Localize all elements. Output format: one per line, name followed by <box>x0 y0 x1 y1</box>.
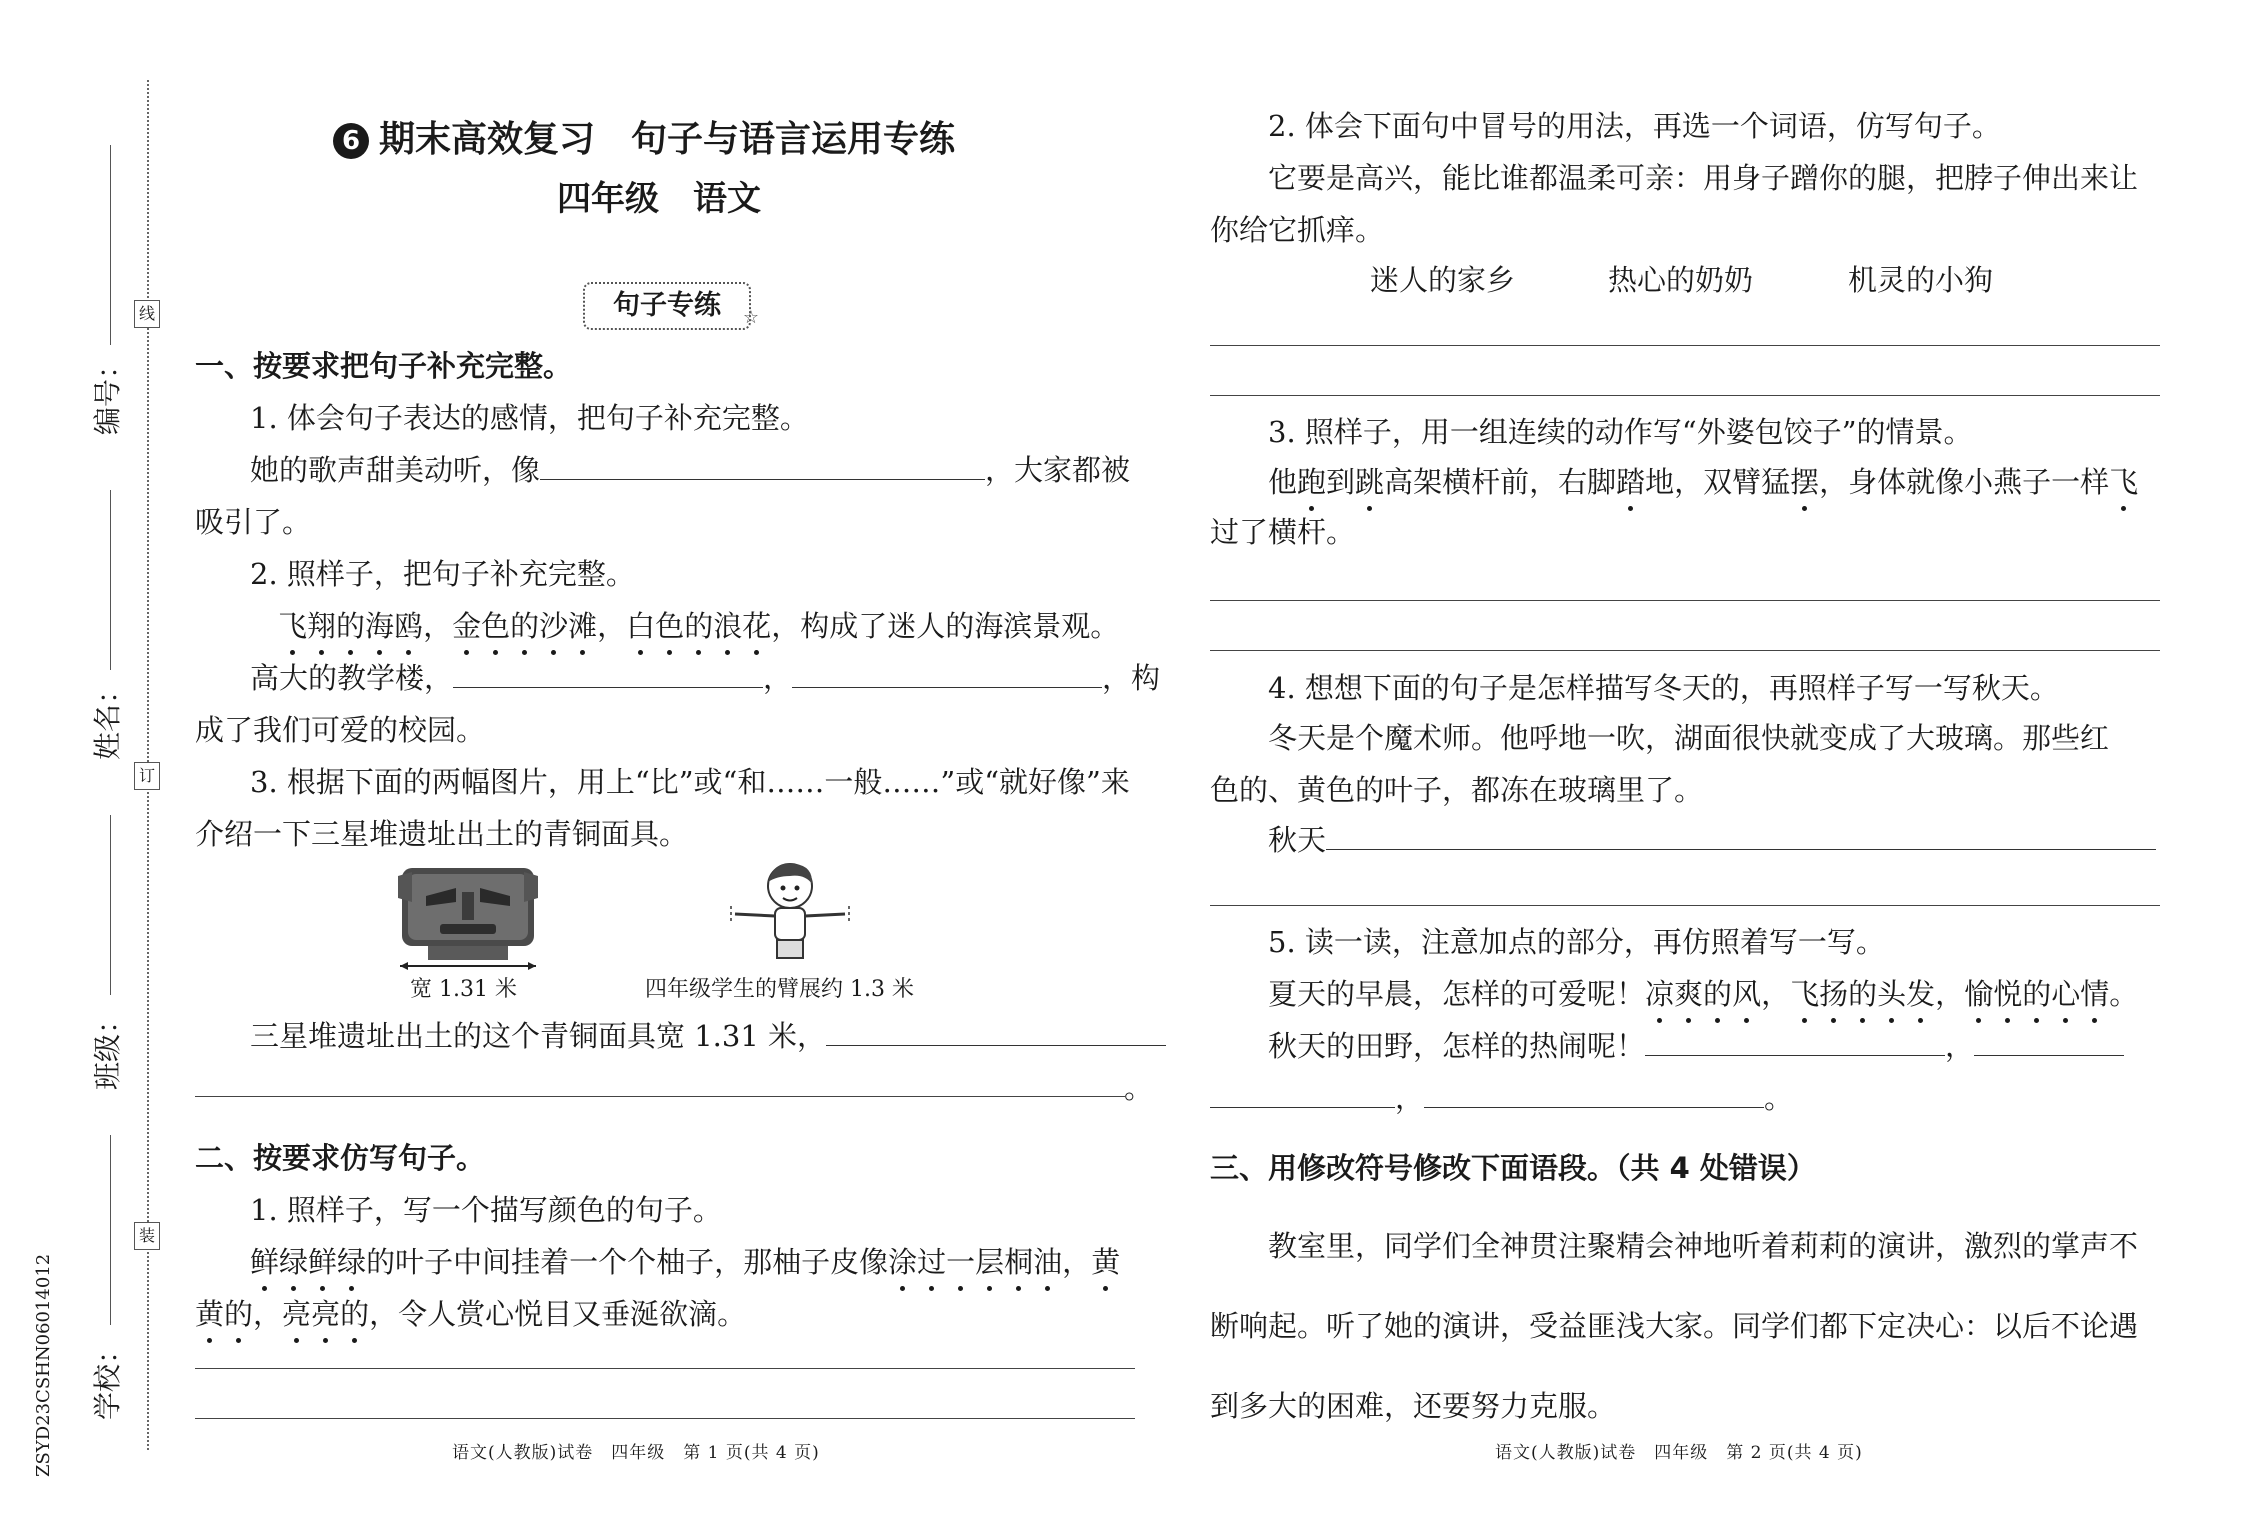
dotted-verb: 飞 <box>2109 462 2138 502</box>
s2-q4-text-1: 冬天是个魔术师。他呼地一吹，湖面很快就变成了大玻璃。那些红 <box>1268 721 2110 755</box>
emphasis-char: 的 <box>224 1294 253 1334</box>
s1-q3-text: 三星堆遗址出土的这个青铜面具宽 1.31 米， <box>250 1019 827 1053</box>
emphasis-char: 飞 <box>278 606 307 646</box>
page-subtitle: 四年级 语文 <box>557 179 761 219</box>
s2-q1-label: 1. 照样子，写一个描写颜色的句子。 <box>250 1193 722 1227</box>
class-label: 班级： <box>91 1005 124 1090</box>
s1-q3-blank-1[interactable] <box>826 1017 1166 1046</box>
unit-number-badge: 6 <box>333 123 369 159</box>
s1-q2-label: 2. 照样子，把句子补充完整。 <box>250 557 635 591</box>
emphasis-char: 愉 <box>1964 974 1993 1014</box>
school-field[interactable] <box>110 1135 111 1325</box>
s2-q5-a: 夏天的早晨，怎样的可爱呢！ <box>1268 977 1646 1011</box>
number-label: 编号： <box>91 350 124 435</box>
footer-page-2: 语文(人教版)试卷 四年级 第 2 页(共 4 页) <box>1495 1443 1863 1463</box>
title-text: 期末高效复习 句子与语言运用专练 <box>379 119 956 160</box>
s2-q5-s2: ， <box>1935 977 1965 1011</box>
emphasis-char: 发 <box>1906 974 1935 1014</box>
s2-q2-answer-line-1[interactable] <box>1210 345 2160 346</box>
s1-q2-sep2: ， <box>597 609 627 643</box>
s2-q3-d: 地，双臂猛 <box>1645 465 1791 499</box>
emphasis-char: 凉 <box>1645 974 1674 1014</box>
s2-q3-example-1 <box>1268 462 2138 502</box>
s2-q3-e: ，身体就像小燕子一样 <box>1819 465 2110 499</box>
s2-q5-blank-3[interactable] <box>1210 1079 1395 1108</box>
section-tag-label: 句子专练 <box>613 290 721 321</box>
s1-q3-label: 3. 根据下面的两幅图片，用上“比”或“和……一般……”或“就好像”来 <box>250 765 1130 799</box>
s3-text-1: 教室里，同学们全神贯注聚精会神地听着莉莉的演讲，激烈的掌声不 <box>1268 1229 2139 1263</box>
s2-q5-b: 秋天的田野，怎样的热闹呢！ <box>1268 1029 1646 1063</box>
paper-code: ZSYD23CSHN06014012 <box>33 1253 54 1477</box>
emphasis-char: 悦 <box>1993 974 2022 1014</box>
s2-q3-b: 到 <box>1326 465 1356 499</box>
s2-q4-label: 4. 想想下面的句子是怎样描写冬天的，再照样子写一写秋天。 <box>1268 671 2059 705</box>
s1-q3-line <box>250 1016 1166 1056</box>
s2-q1-example-1 <box>250 1242 1120 1282</box>
section-3-heading: 三、用修改符号修改下面语段。（共 4 处错误） <box>1210 1151 1816 1185</box>
dotted-phrase <box>452 609 597 643</box>
emphasis-char: 绿 <box>337 1242 366 1282</box>
s1-q2-text-a: 高大的教学楼， <box>250 661 454 695</box>
s2-q1-text-d: ， <box>1062 1245 1092 1279</box>
emphasis-char: 鲜 <box>308 1242 337 1282</box>
s2-q2-label: 2. 体会下面句中冒号的用法，再选一个词语，仿写句子。 <box>1268 109 2001 143</box>
section-1-heading: 一、按要求把句子补充完整。 <box>195 349 573 383</box>
s2-q5-blank-1[interactable] <box>1645 1027 1945 1056</box>
s1-q3-end: 。 <box>1124 1071 1154 1105</box>
emphasis-char: 金 <box>452 606 481 646</box>
dotted-phrase <box>1790 977 1935 1011</box>
s2-q1-text-l2b: ， <box>253 1297 283 1331</box>
emphasis-char: 的 <box>1703 974 1732 1014</box>
s2-q3-example-2: 过了横杆。 <box>1210 515 1356 549</box>
s1-q2-rest: ，构成了迷人的海滨景观。 <box>771 609 1120 643</box>
dotted-phrase <box>278 609 423 643</box>
emphasis-char: 色 <box>655 606 684 646</box>
child-caption: 四年级学生的臂展约 1.3 米 <box>645 977 914 1002</box>
emphasis-char: 鸥 <box>394 606 423 646</box>
s2-q4-text-2: 色的、黄色的叶子，都冻在玻璃里了。 <box>1210 773 1704 807</box>
s2-q1-example-2 <box>195 1294 746 1334</box>
dotted-phrase <box>282 1297 369 1331</box>
bronze-mask-image <box>398 862 538 972</box>
s1-q1-text-b: ，大家都被 <box>985 453 1131 487</box>
emphasis-char: 一 <box>946 1242 975 1282</box>
emphasis-char: 风 <box>1732 974 1761 1014</box>
s1-q2-line2: 成了我们可爱的校园。 <box>195 713 486 747</box>
emphasis-char: 爽 <box>1674 974 1703 1014</box>
s2-q5-line <box>1268 1026 2124 1066</box>
emphasis-char: 层 <box>975 1242 1004 1282</box>
s2-q4-line <box>1268 820 2156 860</box>
school-label: 学校： <box>91 1335 124 1420</box>
s2-q5-e: 。 <box>1764 1081 1794 1115</box>
s1-q2-blank-1[interactable] <box>453 659 763 688</box>
s2-q3-label: 3. 照样子，用一组连续的动作写“外婆包饺子”的情景。 <box>1268 415 1973 449</box>
dotted-phrase <box>1964 977 2109 1011</box>
emphasis-char: 白 <box>626 606 655 646</box>
s2-q2-answer-line-2[interactable] <box>1210 395 2160 396</box>
s1-q2-sep1: ， <box>423 609 453 643</box>
emphasis-char: 鲜 <box>250 1242 279 1282</box>
s2-q2-text-1: 它要是高兴，能比谁都温柔可亲：用身子蹭你的腿，把脖子伸出来让 <box>1268 161 2139 195</box>
s1-q1-line <box>250 450 1130 490</box>
emphasis-char: 浪 <box>713 606 742 646</box>
child-armspan-image <box>725 856 855 966</box>
dotted-verb: 踏 <box>1616 462 1645 502</box>
s2-q3-answer-line-1[interactable] <box>1210 600 2160 601</box>
emphasis-char: 桐 <box>1004 1242 1033 1282</box>
emphasis-char: 亮 <box>282 1294 311 1334</box>
s2-q1-answer-line-2[interactable] <box>195 1418 1135 1419</box>
emphasis-char: 涂 <box>888 1242 917 1282</box>
binding-mark-staple: 订 <box>134 762 160 790</box>
binding-mark-line: 线 <box>134 300 160 328</box>
page-title <box>333 116 955 164</box>
emphasis-char: 过 <box>917 1242 946 1282</box>
section-tag <box>583 282 759 330</box>
emphasis-char: 黄 <box>195 1294 224 1334</box>
emphasis-char: 的 <box>684 606 713 646</box>
footer-page-1: 语文(人教版)试卷 四年级 第 1 页(共 4 页) <box>452 1443 820 1463</box>
emphasis-char: 的 <box>1848 974 1877 1014</box>
emphasis-char: 飞 <box>1790 974 1819 1014</box>
name-field[interactable] <box>110 490 111 670</box>
s1-q1-blank[interactable] <box>540 451 985 480</box>
dotted-phrase <box>250 1245 366 1279</box>
s1-q3-answer-line[interactable] <box>195 1096 1125 1097</box>
emphasis-char: 的 <box>510 606 539 646</box>
s2-q5-c: ， <box>1945 1029 1975 1063</box>
s2-q5-label: 5. 读一读，注意加点的部分，再仿照着写一写。 <box>1268 925 1885 959</box>
mask-caption: 宽 1.31 米 <box>410 977 517 1002</box>
emphasis-char: 情 <box>2080 974 2109 1014</box>
s2-q4-answer-line[interactable] <box>1210 905 2160 906</box>
s2-q1-answer-line-1[interactable] <box>195 1368 1135 1369</box>
dotted-verb: 跑 <box>1297 462 1326 502</box>
emphasis-char: 色 <box>481 606 510 646</box>
s2-q5-line-2 <box>1210 1078 1793 1118</box>
s1-q1-label: 1. 体会句子表达的感情，把句子补充完整。 <box>250 401 809 435</box>
dotted-phrase <box>1645 977 1761 1011</box>
s2-q5-example <box>1268 974 2138 1014</box>
s2-q4-autumn: 秋天 <box>1268 823 1327 857</box>
dotted-phrase <box>1091 1245 1120 1279</box>
binding-mark-bind: 装 <box>134 1222 160 1250</box>
s1-q2-blank-2[interactable] <box>792 659 1102 688</box>
s2-q5-s1: ， <box>1761 977 1791 1011</box>
s2-q2-text-2: 你给它抓痒。 <box>1210 213 1385 247</box>
dotted-phrase <box>888 1245 1062 1279</box>
s2-q5-blank-2[interactable] <box>1974 1027 2124 1056</box>
emphasis-char: 绿 <box>279 1242 308 1282</box>
s3-text-2: 断响起。听了她的演讲，受益匪浅大家。同学们都下定决心：以后不论遇 <box>1210 1309 2139 1343</box>
number-field[interactable] <box>110 145 111 345</box>
s2-q5-end: 。 <box>2109 977 2139 1011</box>
section-2-heading: 二、按要求仿写句子。 <box>195 1141 486 1175</box>
emphasis-char: 心 <box>2051 974 2080 1014</box>
dotted-verb: 摆 <box>1790 462 1819 502</box>
emphasis-char: 翔 <box>307 606 336 646</box>
emphasis-char: 的 <box>336 606 365 646</box>
emphasis-char: 沙 <box>539 606 568 646</box>
name-label: 姓名： <box>91 675 124 760</box>
emphasis-char: 海 <box>365 606 394 646</box>
emphasis-char: 的 <box>340 1294 369 1334</box>
emphasis-char: 黄 <box>1091 1242 1120 1282</box>
s1-q2-line <box>250 658 1160 698</box>
s2-q1-text-l2d: ，令人赏心悦目又垂涎欲滴。 <box>369 1297 747 1331</box>
emphasis-char: 的 <box>2022 974 2051 1014</box>
emphasis-char: 扬 <box>1819 974 1848 1014</box>
emphasis-char: 花 <box>742 606 771 646</box>
emphasis-char: 头 <box>1877 974 1906 1014</box>
s2-q5-d: ， <box>1395 1081 1425 1115</box>
s2-q3-c: 高架横杆前，右脚 <box>1384 465 1617 499</box>
s1-q2-text-c: ，构 <box>1102 661 1161 695</box>
s2-q5-blank-4[interactable] <box>1424 1079 1764 1108</box>
s1-q2-example <box>278 606 1119 646</box>
dotted-phrase <box>195 1297 253 1331</box>
s1-q1-text-a: 她的歌声甜美动听，像 <box>250 453 541 487</box>
class-field[interactable] <box>110 815 111 995</box>
s2-q3-a: 他 <box>1268 465 1298 499</box>
dotted-phrase <box>626 609 771 643</box>
option-2: 热心的奶奶 <box>1608 263 1754 297</box>
s2-q1-text-b: 的叶子中间挂着一个个柚子，那柚子皮像 <box>366 1245 889 1279</box>
emphasis-char: 油 <box>1033 1242 1062 1282</box>
s2-q4-blank[interactable] <box>1326 821 2156 850</box>
star-icon: ☆ <box>742 307 759 328</box>
s1-q3-label-2: 介绍一下三星堆遗址出土的青铜面具。 <box>195 817 689 851</box>
emphasis-char: 亮 <box>311 1294 340 1334</box>
option-3: 机灵的小狗 <box>1848 263 1994 297</box>
s1-q2-text-b: ， <box>763 661 793 695</box>
dotted-verb: 跳 <box>1355 462 1384 502</box>
s1-q1-line2: 吸引了。 <box>195 505 312 539</box>
s3-text-3: 到多大的困难，还要努力克服。 <box>1210 1389 1617 1423</box>
s2-q3-answer-line-2[interactable] <box>1210 650 2160 651</box>
option-1: 迷人的家乡 <box>1370 263 1516 297</box>
emphasis-char: 滩 <box>568 606 597 646</box>
